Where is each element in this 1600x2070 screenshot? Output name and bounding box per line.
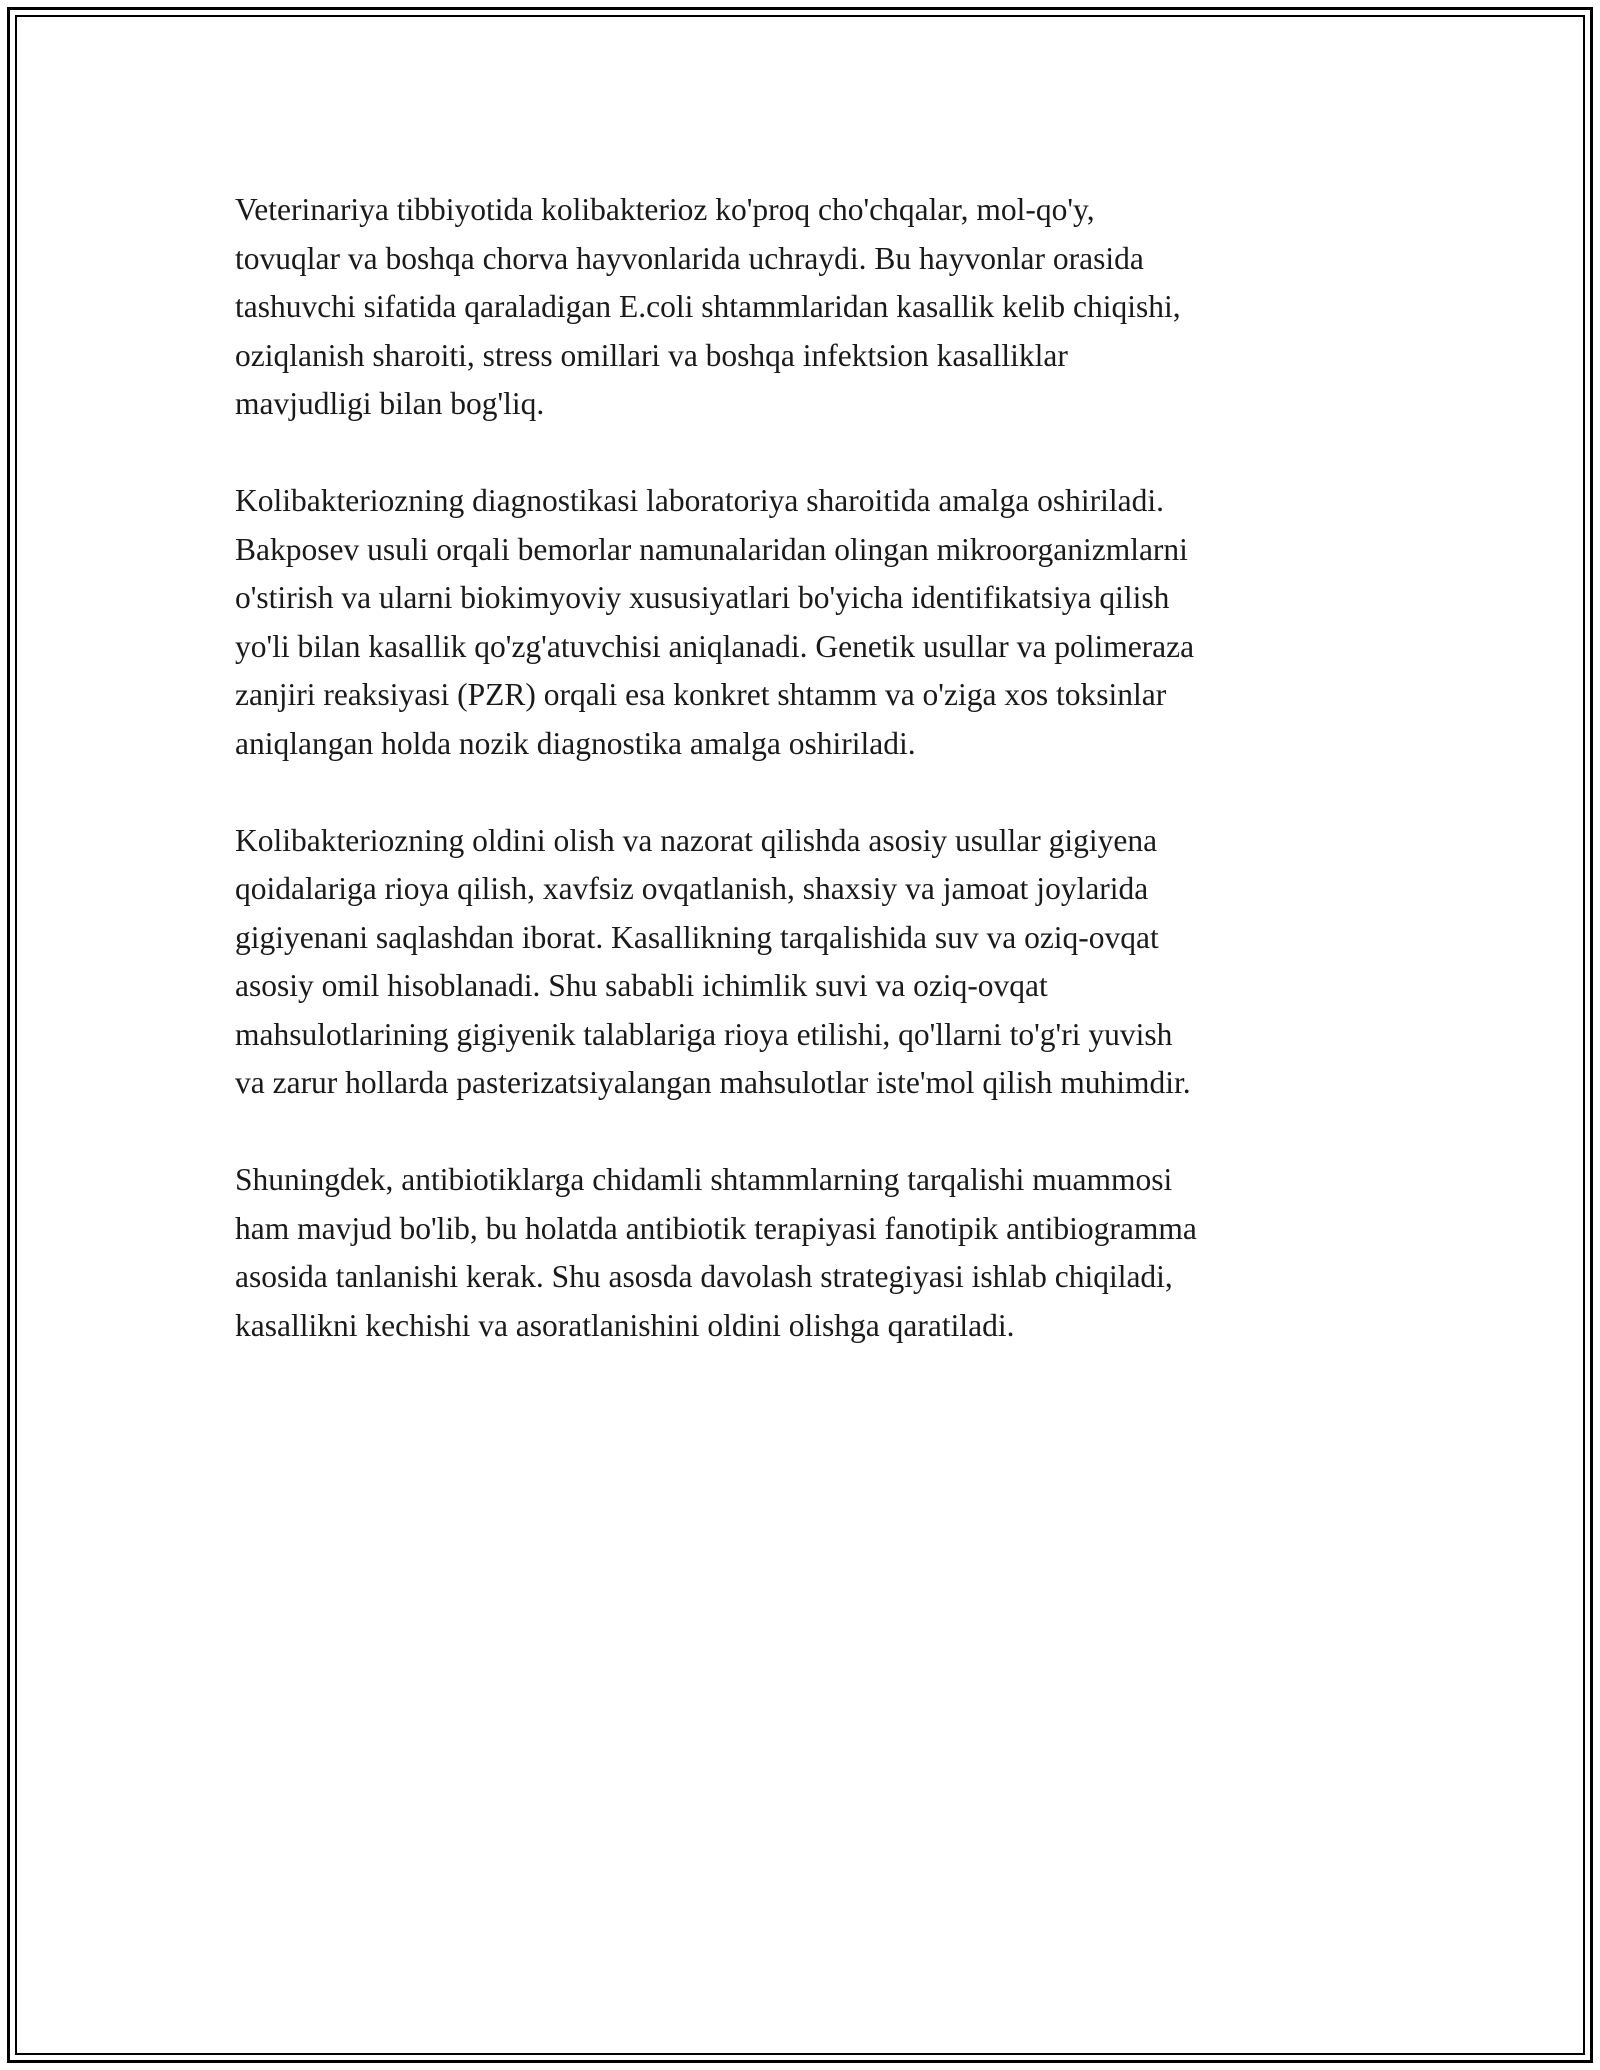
paragraph-1: Veterinariya tibbiyotida kolibakterioz ko'proq cho'chqalar, mol-qo'y, tovuqlar va boshqa chorva hayvonlarida uchraydi. Bu hayvonlar orasida tashuvchi sifatida qaraladigan E.coli shtammlaridan kasallik kelib chiqishi, oziqlanish sharoiti, stress omillari va boshqa infektsion kasalliklar mavjudligi bilan bog'liq. bbox=[235, 192, 1181, 421]
document-body bbox=[235, 186, 1385, 1399]
paragraph-4: Shuningdek, antibiotiklarga chidamli shtammlarning tarqalishi muammosi ham mavjud bo'lib, bu holatda antibiotik terapiyasi fanotipik antibiogramma asosida tanlanishi kerak. Shu asosda davolash strategiyasi ishlab chiqiladi, kasallikni kechishi va asoratlanishini oldini olishga qaratiladi. bbox=[235, 1162, 1197, 1343]
paragraph-3: Kolibakteriozning oldini olish va nazorat qilishda asosiy usullar gigiyena qoidalariga rioya qilish, xavfsiz ovqatlanish, shaxsiy va jamoat joylarida gigiyenani saqlashdan iborat. Kasallikning tarqalishida suv va oziq-ovqat asosiy omil hisoblanadi. Shu sababli ichimlik suvi va oziq-ovqat mahsulotlarining gigiyenik talablariga rioya etilishi, qo'llarni to'g'ri yuvish va zarur hollarda pasterizatsiyalangan mahsulotlar iste'mol qilish muhimdir. bbox=[235, 822, 1191, 1100]
paragraph-2: Kolibakteriozning diagnostikasi laboratoriya sharoitida amalga oshiriladi. Bakposev usuli orqali bemorlar namunalaridan olingan mikroorganizmlarni o'stirish va ularni biokimyoviy xususiyatlari bo'yicha identifikatsiya qilish yo'li bilan kasallik qo'zg'atuvchisi aniqlanadi. Genetik usullar va polimeraza zanjiri reaksiyasi (PZR) orqali esa konkret shtamm va o'ziga xos toksinlar aniqlangan holda nozik diagnostika amalga oshiriladi. bbox=[235, 483, 1195, 761]
